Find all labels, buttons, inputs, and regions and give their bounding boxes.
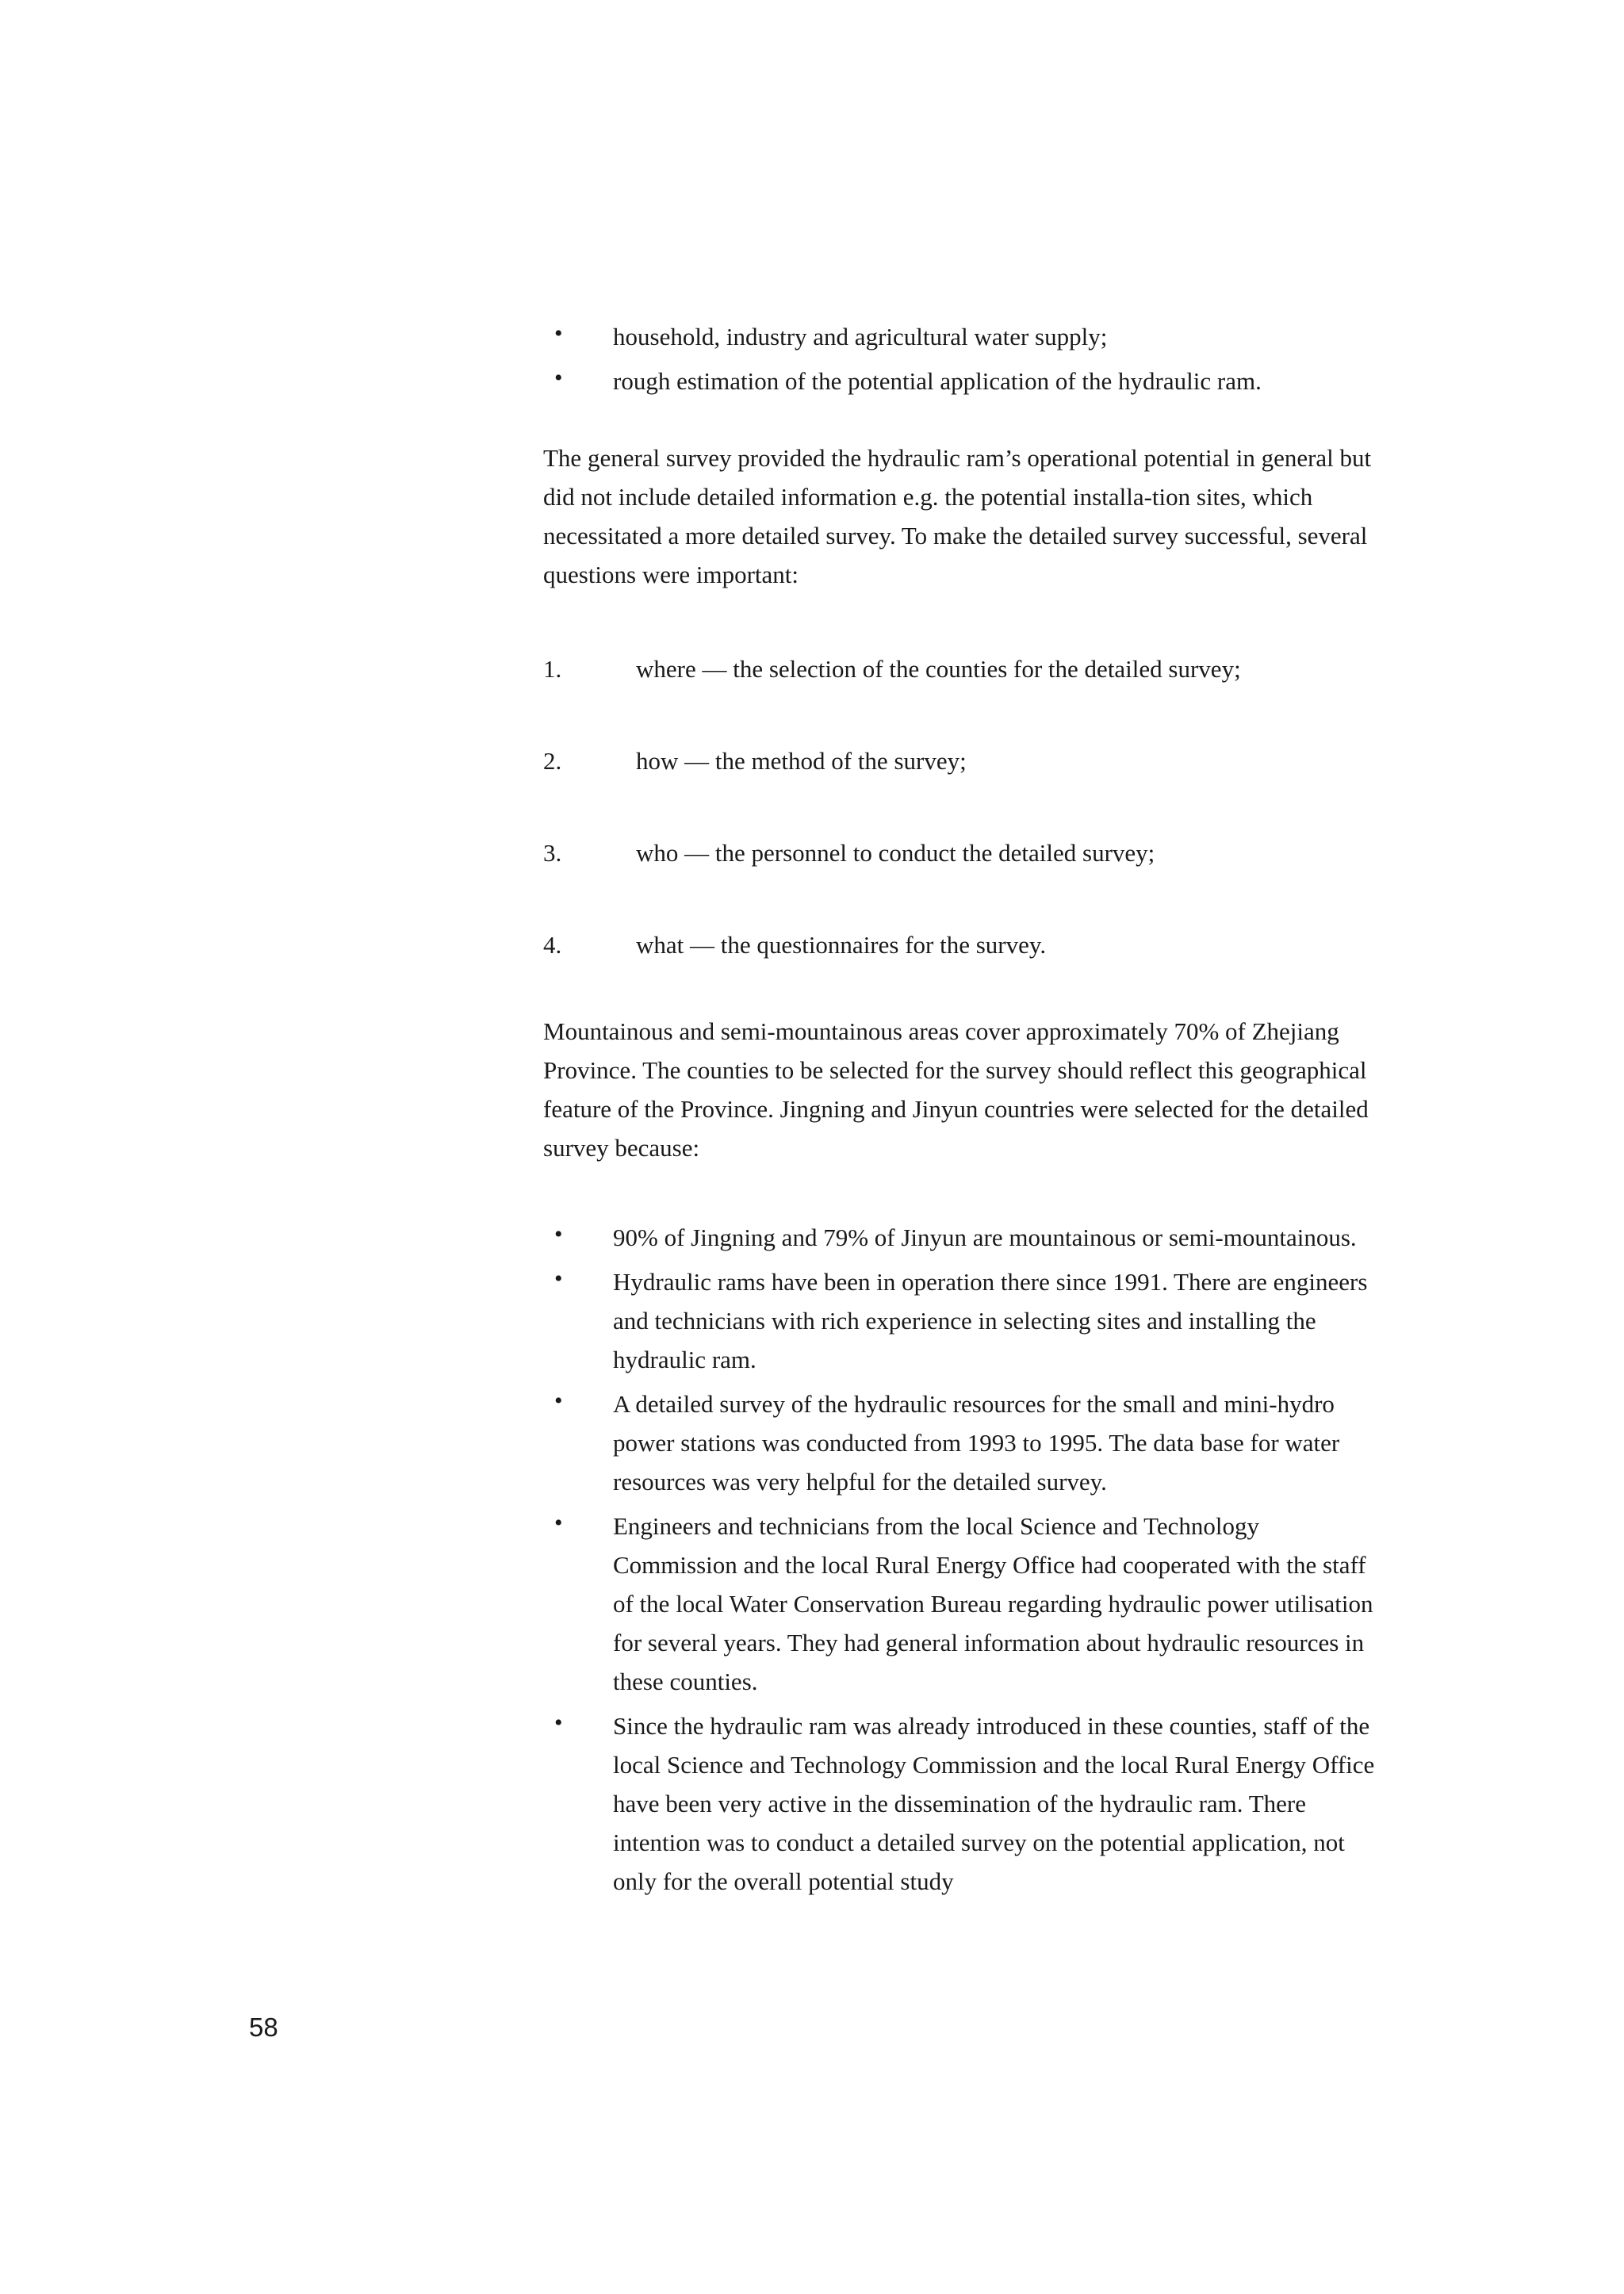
bullet-icon: • — [554, 320, 563, 347]
list-item-text: Hydraulic rams have been in operation there since 1991. There are engineers and technicians with rich experience in selecting sites and installing the hydraulic ram. — [613, 1268, 1368, 1373]
list-item-text: household, industry and agricultural water supply; — [613, 323, 1108, 350]
list-item — [543, 1218, 1388, 1257]
question-text: how — the method of the survey; — [636, 747, 967, 775]
question-number: 4. — [543, 931, 562, 959]
questions-list — [543, 649, 1388, 964]
paragraph-county-selection: Mountainous and semi-mountainous areas cover approximately 70% of Zhejiang Province. The counties to be selected for the survey should reflect this geographical feature of the Province. Jingning and Jinyun countries were selected for the detailed survey because: — [543, 1017, 1369, 1162]
paragraph-general-survey: The general survey provided the hydraulic ram’s operational potential in general but did not include detailed information e.g. the potential installa-tion sites, which necessitated a more detailed survey. To make the detailed survey successful, several questions were important: — [543, 444, 1372, 588]
bullet-icon: • — [554, 1710, 563, 1736]
bullet-icon: • — [554, 1388, 563, 1414]
question-number: 2. — [543, 747, 562, 775]
list-item-text: A detailed survey of the hydraulic resources for the small and mini-hydro power stations was conducted from 1993 to 1995. The data base for water resources was very helpful for the detailed survey. — [613, 1390, 1340, 1496]
list-item-text: Engineers and technicians from the local Science and Technology Commission and the local Rural Energy Office had cooperated with the staff of the local Water Conservation Bureau regarding hydraulic power utilisation for several years. They had general information about hydraulic resources in these counties. — [613, 1512, 1373, 1695]
list-item — [543, 317, 1388, 356]
list-item-text: 90% of Jingning and 79% of Jinyun are mountainous or semi-mountainous. — [613, 1224, 1357, 1251]
list-item — [543, 362, 1388, 400]
bullet-icon: • — [554, 1266, 563, 1292]
question-item — [543, 649, 1388, 688]
reasons-bullet-list — [543, 1218, 1388, 1901]
bullet-icon: • — [554, 1221, 563, 1247]
list-item-text: Since the hydraulic ram was already introduced in these counties, staff of the local Science and Technology Commission and the local Rural Energy Office have been very active in the dissemination of the hydraulic ram. There intention was to conduct a detailed survey on the potential application, not only for the overall potential study — [613, 1712, 1375, 1895]
question-item — [543, 741, 1388, 780]
question-number: 1. — [543, 655, 562, 683]
question-number: 3. — [543, 839, 562, 867]
list-item — [543, 1706, 1388, 1901]
question-text: what — the questionnaires for the survey. — [636, 931, 1047, 959]
list-item-text: rough estimation of the potential application of the hydraulic ram. — [613, 367, 1262, 395]
list-item — [543, 1507, 1388, 1701]
bullet-icon: • — [554, 365, 563, 391]
page-number: 58 — [249, 2013, 278, 2042]
question-text: where — the selection of the counties for the detailed survey; — [636, 655, 1241, 683]
intro-bullet-list — [543, 317, 1388, 400]
page-content — [543, 317, 1388, 1906]
question-item — [543, 925, 1388, 964]
bullet-icon: • — [554, 1510, 563, 1536]
list-item — [543, 1262, 1388, 1379]
list-item — [543, 1384, 1388, 1501]
question-item — [543, 833, 1388, 872]
question-text: who — the personnel to conduct the detailed survey; — [636, 839, 1155, 867]
